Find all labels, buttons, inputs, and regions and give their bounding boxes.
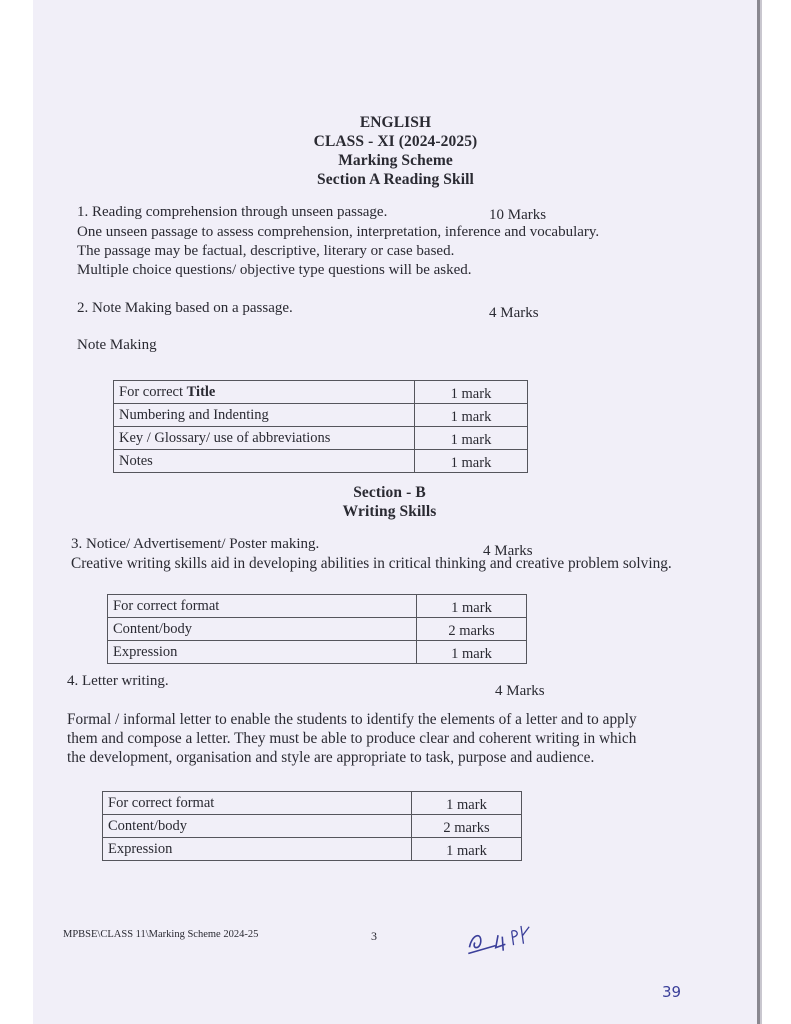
table-row [108, 641, 527, 664]
criterion-cell: Numbering and Indenting [114, 404, 415, 427]
q2-title: 2. Note Making based on a passage. [77, 300, 293, 316]
marks-cell: 2 marks [412, 815, 522, 838]
table-row [114, 450, 528, 473]
criterion-bold: Title [186, 383, 216, 400]
letter-writing-table [102, 791, 522, 861]
q1-line-1: One unseen passage to assess comprehension, interpretation, inference and vocabulary. [77, 224, 600, 240]
class-heading: CLASS - XI (2024-2025) [313, 133, 478, 150]
handwritten-page-number: 39 [662, 983, 682, 1001]
section-a-title: Section A Reading Skill [317, 171, 474, 188]
criterion-cell: Key / Glossary/ use of abbreviations [114, 427, 415, 450]
table-row [103, 815, 522, 838]
marks-cell: 1 mark [415, 450, 528, 473]
poster-making-table [107, 594, 527, 664]
table-row [103, 792, 522, 815]
table-row [108, 618, 527, 641]
section-b-subtitle: Writing Skills [342, 503, 437, 520]
footer-path: MPBSE\CLASS 11\Marking Scheme 2024-25 [63, 929, 259, 940]
q1-line-2: The passage may be factual, descriptive, literary or case based. [77, 243, 455, 259]
table-row [114, 427, 528, 450]
subject-heading: ENGLISH [359, 114, 432, 131]
criterion-cell: For correct Title [114, 381, 415, 404]
marks-cell: 1 mark [412, 838, 522, 861]
q4-marks: 4 Marks [495, 683, 545, 699]
criterion-cell: Expression [108, 641, 417, 664]
q1-marks: 10 Marks [489, 207, 547, 223]
section-b-title: Section - B [353, 484, 426, 501]
criterion-cell: Expression [103, 838, 412, 861]
q4-title: 4. Letter writing. [67, 673, 169, 689]
marks-cell: 1 mark [415, 381, 528, 404]
table-row [114, 381, 528, 404]
q1-title: 1. Reading comprehension through unseen passage. [77, 204, 388, 220]
marks-cell: 1 mark [415, 427, 528, 450]
q1-line-3: Multiple choice questions/ objective type questions will be asked. [77, 262, 472, 278]
q4-line-1: Formal / informal letter to enable the students to identify the elements of a letter and to apply [67, 711, 637, 728]
q3-title: 3. Notice/ Advertisement/ Poster making. [71, 536, 320, 552]
table-row [103, 838, 522, 861]
criterion-cell: Content/body [103, 815, 412, 838]
q3-marks: 4 Marks [483, 543, 533, 559]
marks-cell: 1 mark [417, 595, 527, 618]
criterion-cell: For correct format [108, 595, 417, 618]
note-making-table [113, 380, 528, 473]
criterion-cell: For correct format [103, 792, 412, 815]
criterion-cell: Notes [114, 450, 415, 473]
marks-cell: 2 marks [417, 618, 527, 641]
q4-line-2: them and compose a letter. They must be able to produce clear and coherent writing in which [67, 730, 637, 747]
marks-cell: 1 mark [415, 404, 528, 427]
q2-marks: 4 Marks [489, 305, 539, 321]
marks-cell: 1 mark [417, 641, 527, 664]
table-row [108, 595, 527, 618]
doc-title: Marking Scheme [338, 152, 453, 169]
q2-subheading: Note Making [77, 337, 157, 353]
q4-line-3: the development, organisation and style are appropriate to task, purpose and audience. [67, 749, 595, 766]
table-row [114, 404, 528, 427]
q3-description: Creative writing skills aid in developing abilities in critical thinking and creative problem solving. [71, 555, 672, 572]
criterion-cell: Content/body [108, 618, 417, 641]
marks-cell: 1 mark [412, 792, 522, 815]
page-number: 3 [371, 929, 377, 943]
